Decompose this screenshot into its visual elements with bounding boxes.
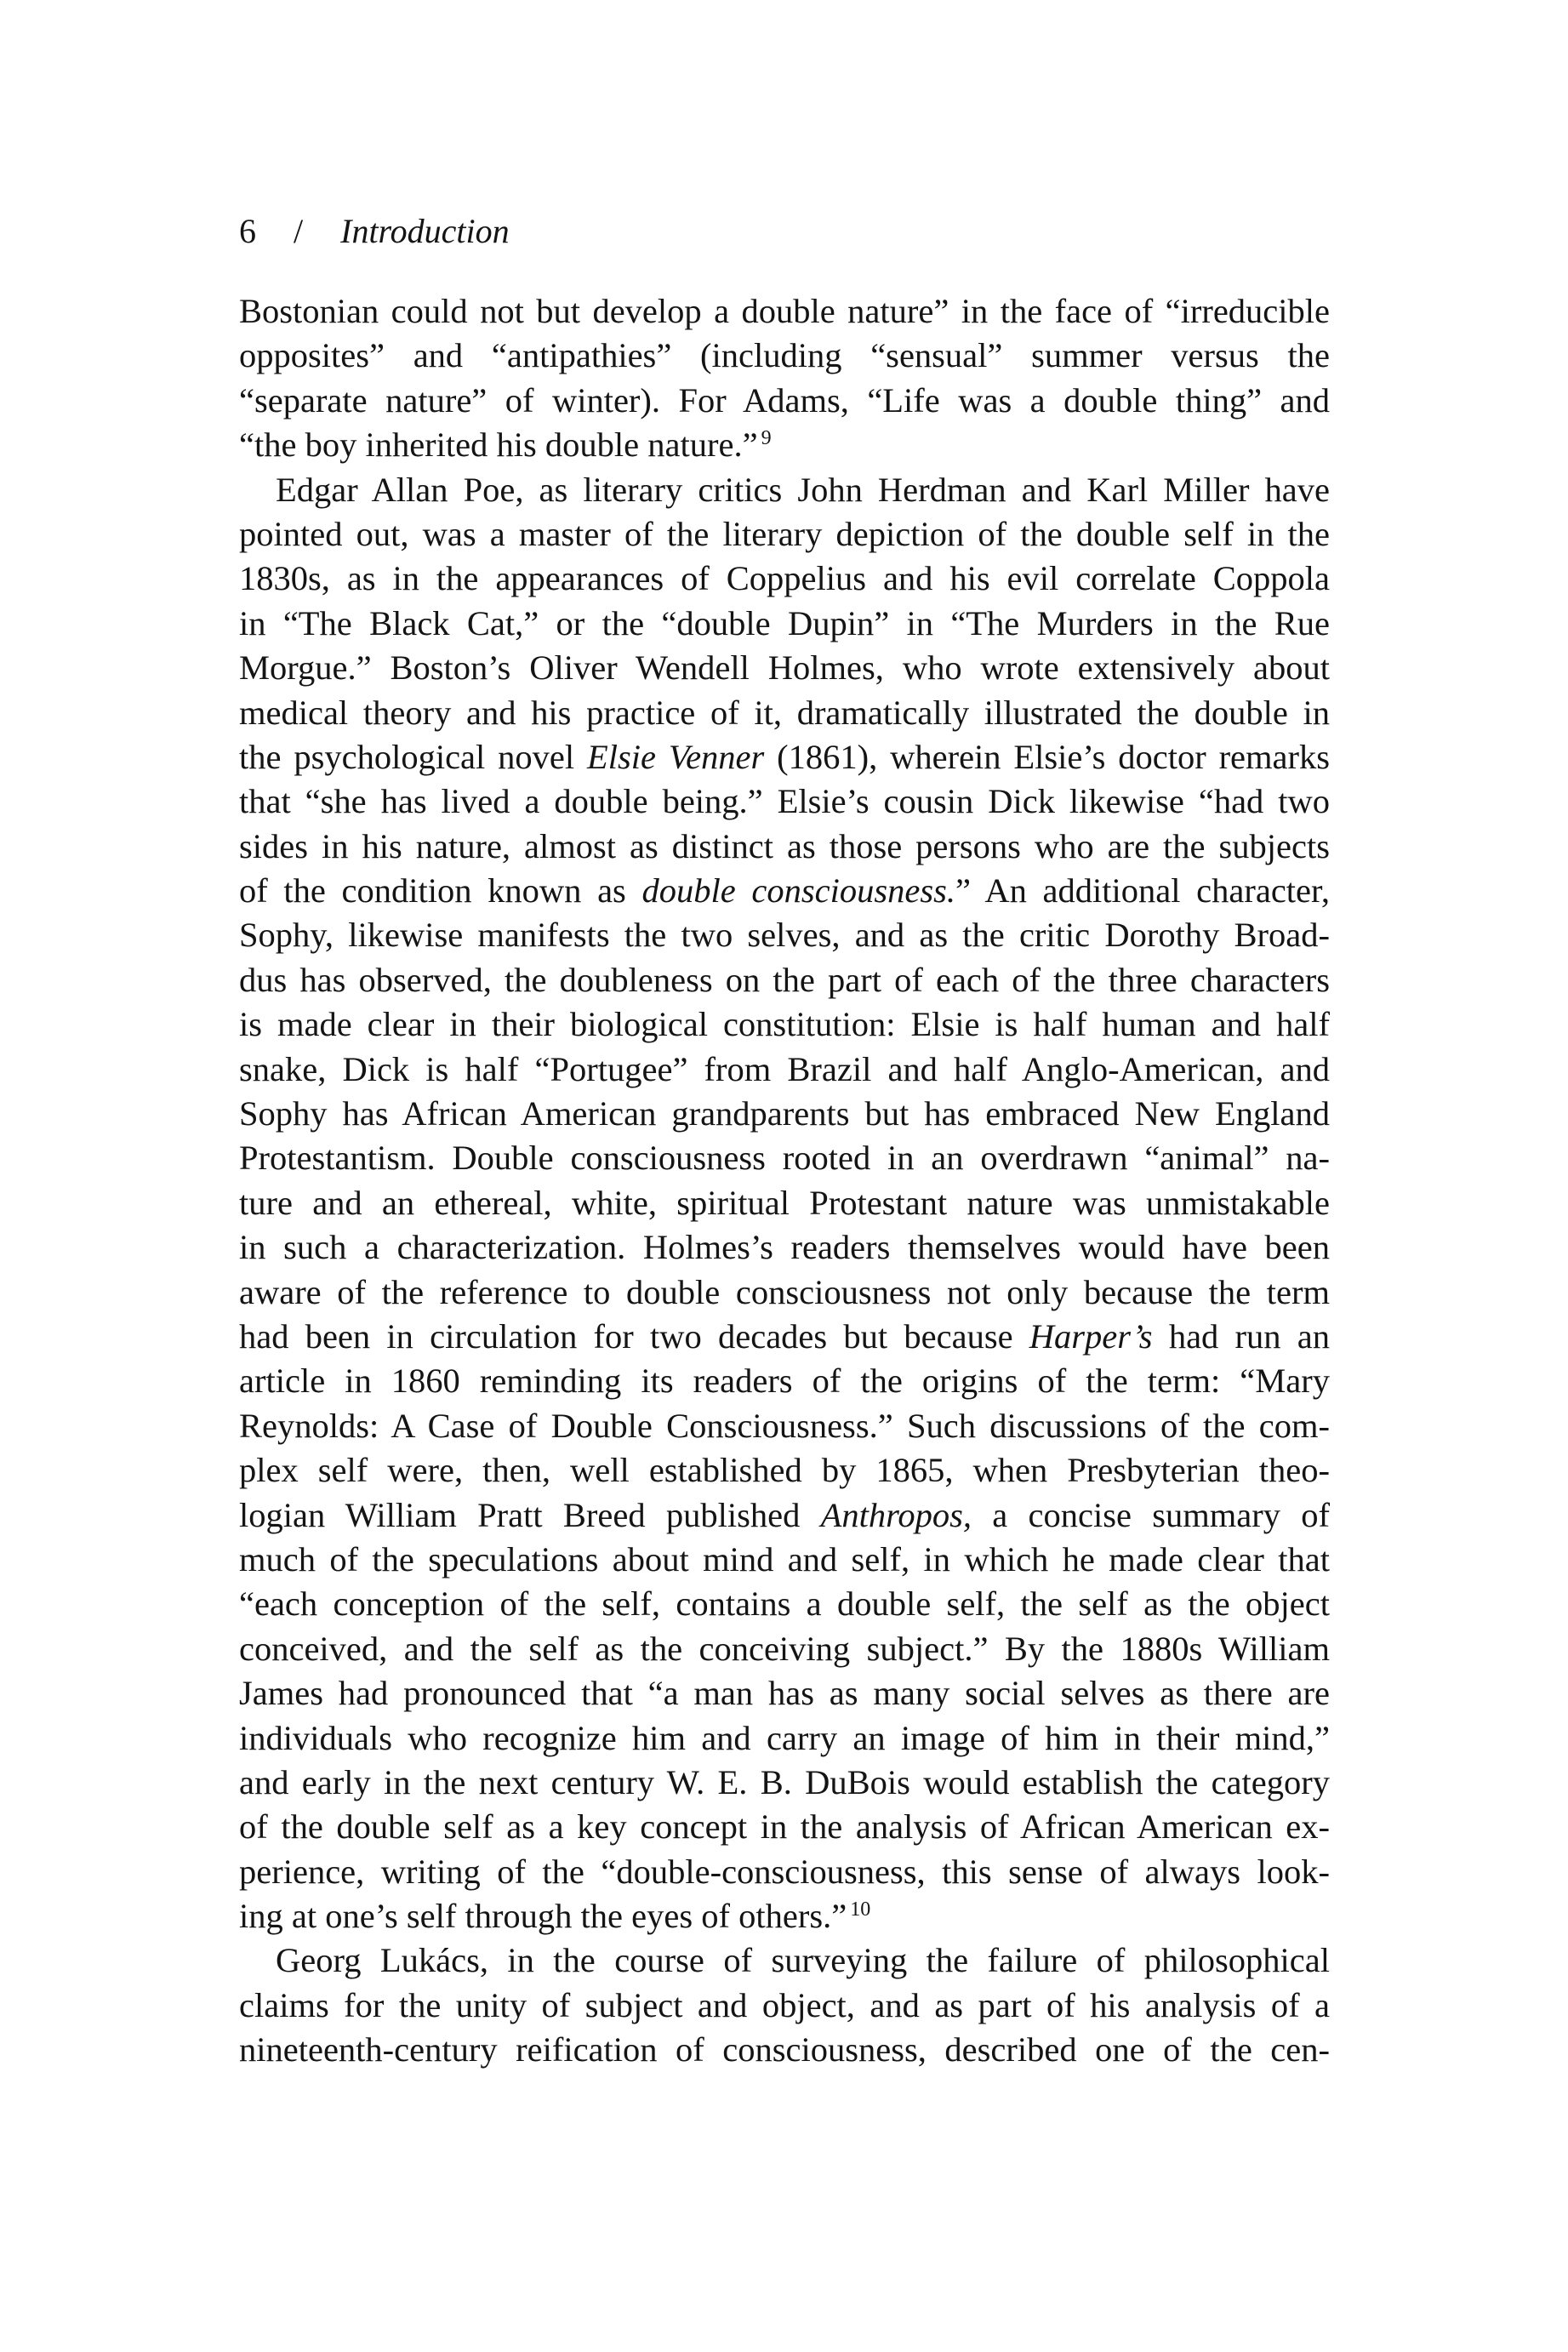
text-segment: (1861), wherein Elsie’s doctor remarks xyxy=(764,737,1331,776)
text-segment: a concise summary of xyxy=(972,1495,1330,1534)
text-line xyxy=(239,1404,1330,1448)
text-segment: is made clear in their biological constitution: Elsie is half human and half xyxy=(239,1005,1330,1044)
text-segment: logian William Pratt Breed published xyxy=(239,1495,821,1534)
text-segment: ture and an ethereal, white, spiritual Protestant nature was unmistakable xyxy=(239,1183,1330,1222)
text-segment: much of the speculations about mind and self, in which he made clear that xyxy=(239,1539,1330,1578)
text-segment: ing at one’s self through the eyes of others.” xyxy=(239,1897,847,1936)
running-head-title: Introduction xyxy=(340,212,510,250)
text-segment: and early in the next century W. E. B. DuBois would establish the category xyxy=(239,1762,1330,1801)
text-line xyxy=(239,423,1330,467)
text-line xyxy=(239,1984,1330,2028)
text-segment: “each conception of the self, contains a double self, the self as the object xyxy=(239,1584,1330,1624)
text-segment: medical theory and his practice of it, dramatically illustrated the double in xyxy=(239,693,1330,732)
text-line xyxy=(239,958,1330,1002)
text-line xyxy=(239,468,1330,512)
text-segment: Reynolds: A Case of Double Consciousness.” Such discussions of the com- xyxy=(239,1406,1330,1445)
text-segment: opposites” and “antipathies” (including “sensual” summer versus the xyxy=(239,336,1330,375)
text-line xyxy=(239,869,1330,913)
text-segment: that “she has lived a double being.” Elsie’s cousin Dick likewise “had two xyxy=(239,782,1330,821)
italic-title: Harper’s xyxy=(1029,1316,1153,1356)
text-segment: had run an xyxy=(1152,1316,1330,1356)
text-segment: dus has observed, the doubleness on the part of each of the three characters xyxy=(239,960,1330,999)
text-segment: perience, writing of the “double-consciousness, this sense of always look- xyxy=(239,1852,1330,1891)
text-line xyxy=(239,1181,1330,1225)
text-line xyxy=(239,1627,1330,1671)
text-line xyxy=(239,1448,1330,1493)
text-line xyxy=(239,289,1330,334)
running-head xyxy=(239,209,510,254)
text-line xyxy=(239,602,1330,646)
text-segment: “the boy inherited his double nature.” xyxy=(239,425,758,465)
text-segment: plex self were, then, well established by 1865, when Presbyterian theo- xyxy=(239,1451,1330,1490)
text-line xyxy=(239,1805,1330,1849)
text-segment: individuals who recognize him and carry an image of him in their mind,” xyxy=(239,1718,1330,1757)
text-segment: Sophy, likewise manifests the two selves, and as the critic Dorothy Broad- xyxy=(239,916,1330,955)
text-line xyxy=(239,1225,1330,1270)
text-line xyxy=(239,1359,1330,1403)
text-segment: of the condition known as xyxy=(239,871,642,911)
text-segment: Sophy has African American grandparents but has embraced New England xyxy=(239,1094,1330,1133)
text-line xyxy=(239,691,1330,735)
italic-title: Elsie Venner xyxy=(586,737,765,776)
text-segment: sides in his nature, almost as distinct as those persons who are the subjects xyxy=(239,826,1330,865)
text-line xyxy=(239,1761,1330,1805)
text-line xyxy=(239,1850,1330,1894)
text-line xyxy=(239,825,1330,869)
text-line xyxy=(239,1938,1330,1983)
page-number: 6 xyxy=(239,212,256,250)
text-segment: ” An additional character, xyxy=(955,871,1331,911)
text-segment: “separate nature” of winter). For Adams, “Life was a double thing” and xyxy=(239,380,1330,420)
italic-title: double consciousness. xyxy=(641,871,955,911)
text-line xyxy=(239,1270,1330,1315)
text-segment: in “The Black Cat,” or the “double Dupin” in “The Murders in the Rue xyxy=(239,603,1330,642)
text-segment: snake, Dick is half “Portugee” from Brazil and half Anglo-American, and xyxy=(239,1049,1330,1088)
text-line xyxy=(239,1048,1330,1092)
text-line xyxy=(239,1538,1330,1582)
text-line xyxy=(239,1002,1330,1047)
text-segment: Edgar Allan Poe, as literary critics John Herdman and Karl Miller have xyxy=(276,470,1330,509)
body-text xyxy=(239,289,1330,2073)
text-segment: 1830s, as in the appearances of Coppelius and his evil correlate Coppola xyxy=(239,559,1330,598)
text-segment: pointed out, was a master of the literary depiction of the double self in the xyxy=(239,514,1330,553)
text-line xyxy=(239,2028,1330,2072)
text-line xyxy=(239,1493,1330,1538)
text-line xyxy=(239,1136,1330,1180)
text-line xyxy=(239,1092,1330,1136)
text-line xyxy=(239,557,1330,601)
footnote-marker: 10 xyxy=(850,1898,871,1921)
text-segment: James had pronounced that “a man has as many social selves as there are xyxy=(239,1674,1330,1713)
text-line xyxy=(239,1582,1330,1626)
running-head-separator: / xyxy=(294,212,304,250)
text-line xyxy=(239,512,1330,557)
text-segment: nineteenth-century reification of consciousness, described one of the cen- xyxy=(239,2030,1330,2069)
footnote-marker: 9 xyxy=(761,427,772,450)
text-line xyxy=(239,913,1330,957)
text-segment: Protestantism. Double consciousness rooted in an overdrawn “animal” na- xyxy=(239,1139,1330,1178)
text-segment: Bostonian could not but develop a double nature” in the face of “irreducible xyxy=(239,292,1330,330)
text-segment: of the double self as a key concept in the analysis of African American ex- xyxy=(239,1807,1330,1847)
text-segment: the psychological novel xyxy=(239,737,587,776)
text-segment: conceived, and the self as the conceiving subject.” By the 1880s William xyxy=(239,1629,1330,1668)
text-segment: Georg Lukács, in the course of surveying the failure of philosophical xyxy=(276,1941,1330,1980)
text-line xyxy=(239,379,1330,423)
text-line xyxy=(239,779,1330,824)
text-line xyxy=(239,735,1330,779)
text-segment: had been in circulation for two decades but because xyxy=(239,1316,1029,1356)
text-line xyxy=(239,646,1330,690)
text-segment: article in 1860 reminding its readers of the origins of the term: “Mary xyxy=(239,1362,1330,1401)
text-line xyxy=(239,334,1330,378)
text-segment: aware of the reference to double consciousness not only because the term xyxy=(239,1272,1330,1311)
text-line xyxy=(239,1671,1330,1715)
text-segment: Morgue.” Boston’s Oliver Wendell Holmes, who wrote extensively about xyxy=(239,648,1330,688)
text-segment: in such a characterization. Holmes’s readers themselves would have been xyxy=(239,1228,1330,1267)
italic-title: Anthropos, xyxy=(820,1495,972,1534)
text-line xyxy=(239,1716,1330,1761)
text-line xyxy=(239,1315,1330,1359)
text-segment: claims for the unity of subject and object, and as part of his analysis of a xyxy=(239,1985,1330,2024)
text-line xyxy=(239,1894,1330,1938)
